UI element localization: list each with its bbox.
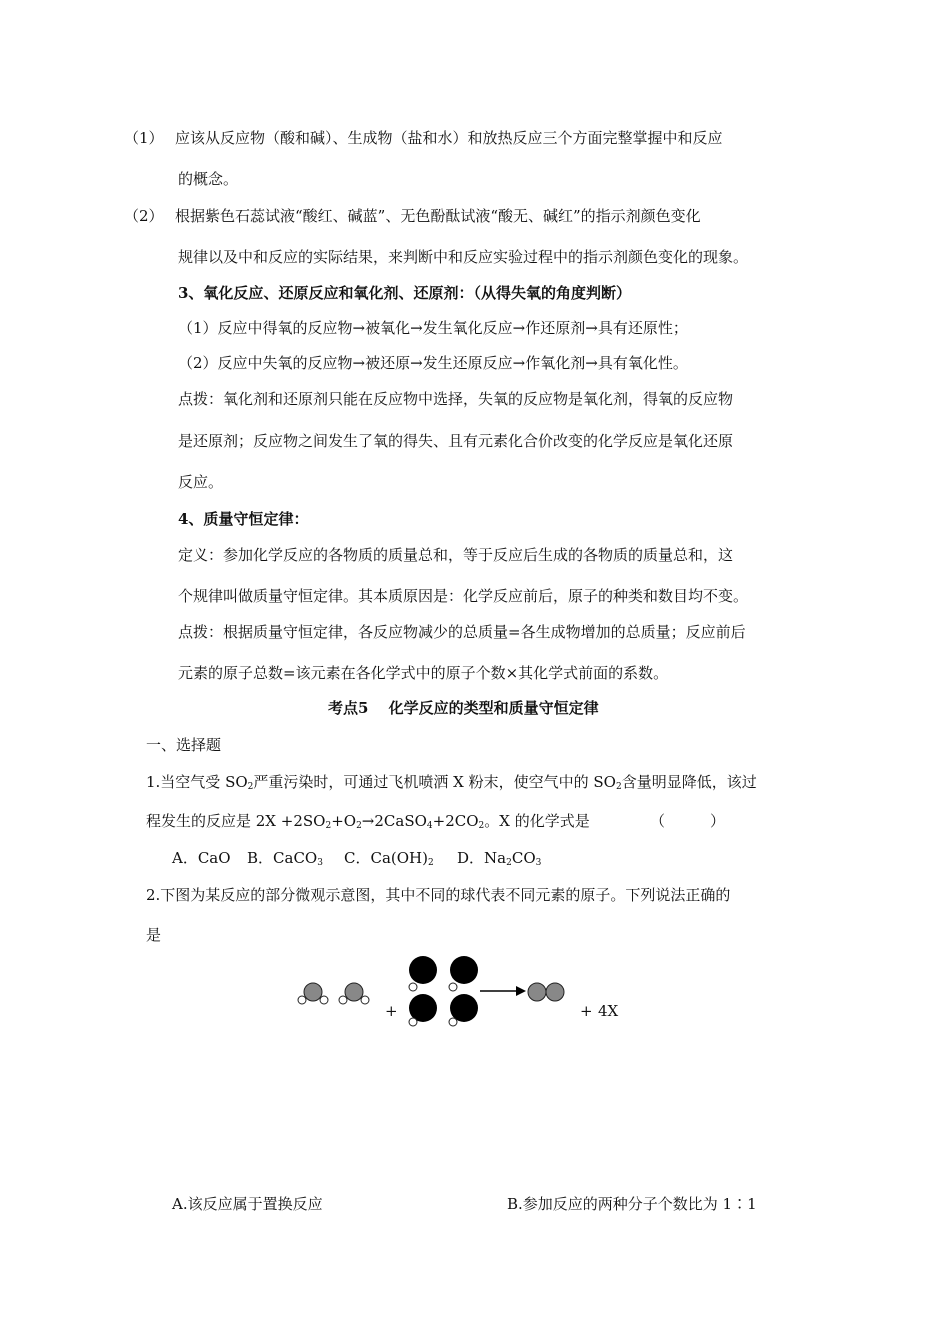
section-4-tip-line-2: 元素的原子总数=该元素在各化学式中的原子个数×其化学式前面的系数。 [178,664,669,682]
section-3-tip-line-1: 点拨：氧化剂和还原剂只能在反应物中选择，失氧的反应物是氧化剂，得氧的反应物 [178,390,734,408]
q1-sub: 3 [317,858,323,868]
grey-atom [528,983,546,1001]
q1-equation-d: +2CO [432,812,479,830]
section-3-item-1: （1）反应中得氧的反应物→被氧化→发生氧化反应→作还原剂→具有还原性； [178,319,688,337]
question-1-option-b [247,848,323,873]
question-2-line-1: 2.下图为某反应的部分微观示意图，其中不同的球代表不同元素的原子。下列说法正确的 [146,886,731,904]
section-4-tip-line-1: 点拨：根据质量守恒定律，各反应物减少的总质量=各生成物增加的总质量；反应前后 [178,623,746,641]
plus-sign-2: + [580,1002,593,1020]
q1-equation-c: →2CaSO [361,812,427,830]
white-atom [409,983,417,991]
q1-optc-text: C．Ca(OH) [344,849,428,867]
section-4-heading: 4、质量守恒定律： [178,510,309,528]
item-1-line-2: 的概念。 [178,170,239,188]
question-1-line-1 [146,772,757,797]
reaction-diagram-svg [290,950,650,1030]
item-2-line-1: 根据紫色石蕊试液“酸红、碱蓝”、无色酚酞试液“酸无、碱红”的指示剂颜色变化 [175,207,701,225]
black-atom [450,956,478,984]
exam-point-title: 考点5 化学反应的类型和质量守恒定律 [328,699,599,717]
reactant-molecule-b-1 [409,956,437,991]
q1-sub: 2 [356,821,362,831]
multiple-choice-label: 一、选择题 [146,736,222,754]
grey-atom [546,983,564,1001]
section-4-definition-line-2: 个规律叫做质量守恒定律。其本质原因是：化学反应前后，原子的种类和数目均不变。 [178,587,749,605]
q1-sub: 2 [427,858,434,868]
q1-sub: 2 [615,782,622,792]
q1-optb-text: B．CaCO [247,849,318,867]
white-atom [320,996,328,1004]
q1-optd-text-a: D．Na [457,849,507,867]
question-2-option-b: B.参加反应的两种分子个数比为 1∶1 [507,1195,757,1213]
reactant-molecule-b-3 [409,994,437,1026]
grey-atom [304,983,322,1001]
item-1-line-1: 应该从反应物（酸和碱）、生成物（盐和水）和放热反应三个方面完整掌握中和反应 [175,129,723,147]
white-atom [409,1018,417,1026]
q1-sub: 2 [247,782,254,792]
reactant-molecule-1 [298,983,328,1004]
q1-equation-a: 程发生的反应是 2X +2SO [146,812,326,830]
q1-sub: 2 [325,821,332,831]
q1-equation-e: 。X 的化学式是 [484,812,590,830]
grey-atom [345,983,363,1001]
q1-sub: 3 [535,858,542,868]
white-atom [449,1018,457,1026]
section-3-tip-line-2: 是还原剂；反应物之间发生了氧的得失、且有元素化合价改变的化学反应是氧化还原 [178,432,734,450]
section-3-tip-line-3: 反应。 [178,473,224,491]
q1-sub: 4 [426,821,433,831]
reaction-arrow [480,986,526,996]
reactant-molecule-b-4 [449,994,478,1026]
q1-sub: 2 [506,858,512,868]
q1-text-b: 严重污染时，可通过飞机喷洒 X 粉末，使空气中的 SO [253,773,616,791]
question-1-option-a: A．CaO [172,849,231,867]
section-3-heading: 3、氧化反应、还原反应和氧化剂、还原剂：（从得失氧的角度判断） [178,284,631,302]
white-atom [449,983,457,991]
q1-text-a: 1.当空气受 SO [146,773,248,791]
q1-optd-text-b: CO [511,849,536,867]
q1-sub: 2 [478,821,485,831]
white-atom [298,996,306,1004]
question-1-line-2 [146,811,590,836]
q1-equation-b: +O [331,812,357,830]
section-4-definition-line-1: 定义：参加化学反应的各物质的质量总和，等于反应后生成的各物质的质量总和，这 [178,546,734,564]
section-3-item-2: （2）反应中失氧的反应物→被还原→发生还原反应→作氧化剂→具有氧化性。 [178,354,688,372]
product-4x-label: 4X [598,1002,619,1020]
white-atom [361,996,369,1004]
reaction-diagram [290,950,650,1034]
question-1-option-c [344,848,434,873]
reactant-molecule-2 [339,983,369,1004]
plus-sign-1: + [385,1002,398,1020]
q1-text-c: 含量明显降低，该过 [621,773,757,791]
question-1-option-d [457,848,541,873]
product-molecule [528,983,564,1001]
black-atom [409,956,437,984]
white-atom [339,996,347,1004]
item-2-line-2: 规律以及中和反应的实际结果，来判断中和反应实验过程中的指示剂颜色变化的现象。 [178,248,749,266]
reactant-molecule-b-2 [449,956,478,991]
item-1-number: （1） [124,129,164,147]
question-1-answer-blank: （ ） [650,812,726,830]
question-2-line-2: 是 [146,926,162,944]
question-2-option-a: A.该反应属于置换反应 [172,1195,323,1213]
item-2-number: （2） [124,207,164,225]
